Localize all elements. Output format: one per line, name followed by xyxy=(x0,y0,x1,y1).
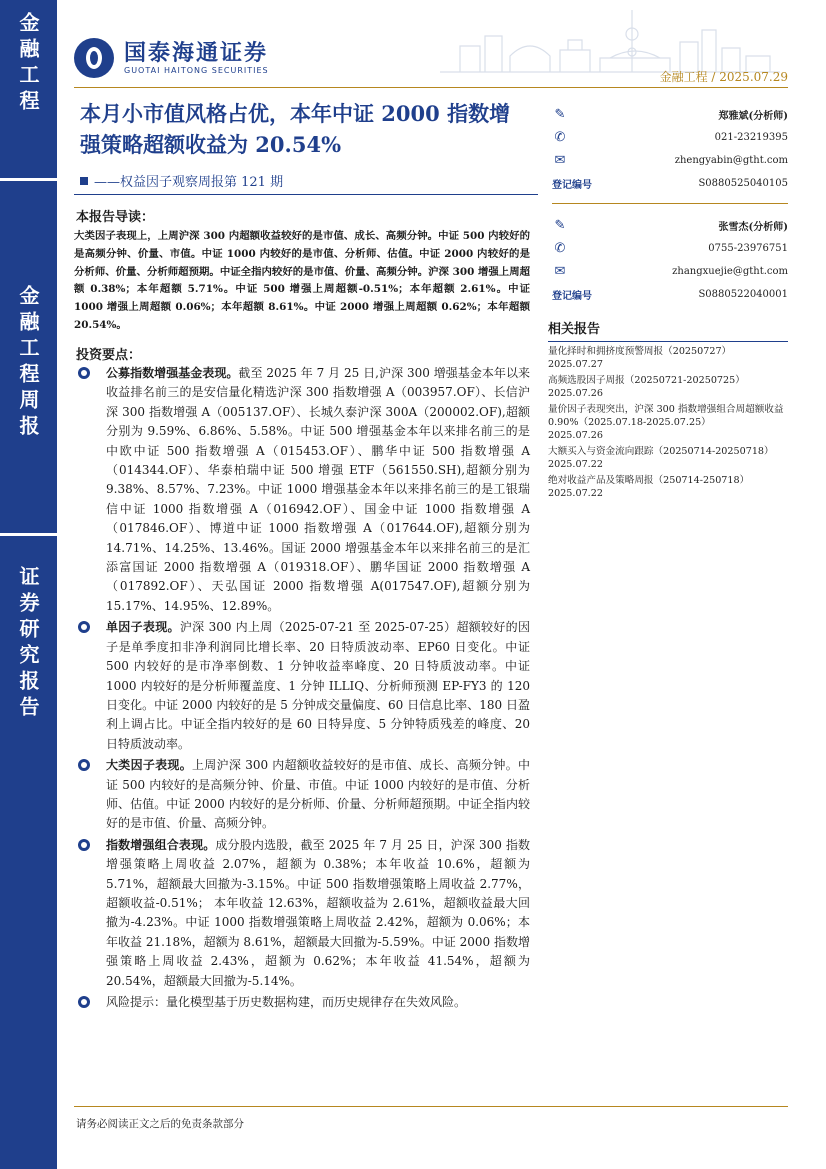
point-body: 上周沪深 300 内超额收益较好的是市值、成长、高频分钟。中证 500 内较好的是高频分钟、价量、市值。中证 1000 内较好的是市值、分析师、估值。中证 2000 内较好的是分析师、价量、分析师超预期。中证全指内较好的是市值、价量、高频分钟。 xyxy=(106,758,530,831)
email-icon: ✉ xyxy=(554,153,566,168)
registration-number: S0880522040001 xyxy=(698,289,788,300)
related-report-item[interactable] xyxy=(548,474,788,500)
point-lead: 指数增强组合表现。 xyxy=(106,837,216,852)
registration-label: 登记编号 xyxy=(552,291,592,302)
analyst-phone: 0755-23976751 xyxy=(708,243,788,254)
point-lead: 大类因子表现。 xyxy=(106,758,193,773)
related-report-item[interactable] xyxy=(548,403,788,442)
report-subtitle xyxy=(80,171,283,190)
point-body: 风险提示：量化模型基于历史数据构建，而历史规律存在失效风险。 xyxy=(106,995,467,1009)
related-report-item[interactable] xyxy=(548,345,788,371)
sidebar xyxy=(0,0,57,1169)
email-icon: ✉ xyxy=(554,264,566,279)
analyst-name: 张雪杰(分析师) xyxy=(718,222,788,233)
point-body: 截至 2025 年 7 月 25 日,沪深 300 增强基金本年以来收益排名前三的是安信量化精选沪深 300 指数增强 A（003957.OF）、长信沪深 300 指数增强 A（005137.OF）、长城久泰沪深 300A（200002.OF),超额分别为 9.59%、6.86%、5.58%。中证 500 增强基金本年以来排名前三的是中欧中证 500 指数增强 A（015453.OF）、鹏华中证 500 指数增强 A（014344.OF）、华泰柏瑞中证 500 增强 ETF（561550.SH),超额分别为 9.38%、8.57%、7.23%。中证 1000 增强基金本年以来排名前三的是工银瑞信中证 1000 指数增强 A（016942.OF）、国金中证 1000 指数增强 A（017846.OF）、博道中证 1000 指数增强 A（017644.OF),超额分别为 14.71%、14.25%、13.46%。国证 2000 增强基金本年以来排名前三的是汇添富国证 2000 指数增强 A（019318.OF）、鹏华国证 2000 指数增强 A（017892.OF）、天弘国证 2000 指数增强 A(017547.OF),超额分别为 15.17%、14.95%、12.89%。 xyxy=(106,366,530,613)
point-lead: 公募指数增强基金表现。 xyxy=(106,366,239,380)
brand-name-en: GUOTAI HAITONG SECURITIES xyxy=(124,65,269,75)
analyst-card xyxy=(552,214,788,306)
bullet-icon xyxy=(78,759,90,771)
invest-points xyxy=(78,364,530,1014)
brand-logo xyxy=(74,38,269,78)
report-title: 本月小市值风格占优，本年中证 2000 指数增强策略超额收益为 20.54% xyxy=(80,101,511,157)
related-report-date: 2025.07.22 xyxy=(548,459,603,470)
sidebar-block-label: 证券研究报告 xyxy=(16,566,40,722)
related-report-item[interactable] xyxy=(548,445,788,471)
pen-icon: ✎ xyxy=(554,218,566,233)
report-subtitle-text: ——权益因子观察周报第 121 期 xyxy=(94,175,284,190)
brand-name-cn: 国泰海通证券 xyxy=(124,40,269,66)
analyst-divider xyxy=(552,203,788,204)
report-category-date: 金融工程 / 2025.07.29 xyxy=(659,70,788,84)
related-report-title[interactable]: 大额买入与资金流向跟踪（20250714-20250718） xyxy=(548,446,774,457)
sidebar-block-series xyxy=(0,181,57,533)
registration-label: 登记编号 xyxy=(552,180,592,191)
header-divider xyxy=(74,87,788,88)
guide-heading: 本报告导读： xyxy=(76,210,155,225)
phone-icon: ✆ xyxy=(554,130,566,145)
sidebar-block-label: 金融工程周报 xyxy=(16,285,40,441)
invest-point xyxy=(78,364,530,616)
analyst-panel xyxy=(552,103,788,306)
footer-divider xyxy=(74,1106,788,1107)
related-report-title[interactable]: 高频选股因子周报（20250721-20250725） xyxy=(548,375,745,386)
analyst-phone: 021-23219395 xyxy=(714,132,788,143)
analyst-email[interactable]: zhengyabin@gtht.com xyxy=(674,155,788,166)
logo-icon xyxy=(74,38,114,78)
related-reports xyxy=(548,318,788,500)
invest-point xyxy=(78,836,530,991)
bullet-icon xyxy=(78,996,90,1008)
sidebar-block-category xyxy=(0,0,57,178)
related-report-date: 2025.07.22 xyxy=(548,488,603,499)
skyline-watermark-icon xyxy=(440,6,780,76)
bullet-icon xyxy=(78,839,90,851)
analyst-name: 郑雅斌(分析师) xyxy=(718,111,788,122)
related-reports-heading: 相关报告 xyxy=(548,318,788,342)
guide-text: 大类因子表现上，上周沪深 300 内超额收益较好的是市值、成长、高频分钟。中证 500 内较好的是高频分钟、价量、市值。中证 1000 内较好的是市值、分析师、估值。中证 2000 内较好的是分析师、价量、分析师超预期。中证全指内较好的是市值、价量、高频分钟。沪深 300 增强上周超额 0.38%；本年超额 5.71%。中证 500 增强上周超额-0.51%；本年超额 2.61%。中证 1000 增强上周超额 0.06%；本年超额 8.61%。中证 2000 增强上周超额 0.62%；本年超额 20.54%。 xyxy=(74,230,530,331)
registration-number: S0880525040105 xyxy=(698,178,788,189)
title-divider xyxy=(74,194,538,195)
bullet-icon xyxy=(78,621,90,633)
risk-warning xyxy=(78,993,530,1012)
square-bullet-icon xyxy=(80,177,88,185)
related-report-item[interactable] xyxy=(548,374,788,400)
analyst-card xyxy=(552,103,788,195)
bullet-icon xyxy=(78,367,90,379)
invest-point xyxy=(78,756,530,834)
related-report-title[interactable]: 绝对收益产品及策略周报（250714-250718） xyxy=(548,475,750,486)
analyst-email[interactable]: zhangxuejie@gtht.com xyxy=(672,266,788,277)
sidebar-block-label: 金融工程 xyxy=(16,12,40,116)
point-body: 成分股内选股，截至 2025 年 7 月 25 日，沪深 300 指数增强策略上周收益 2.07%，超额为 0.38%；本年收益 10.6%，超额为 5.71%，超额最大回撤为-3.15%。中证 500 指数增强策略上周收益 2.77%，超额收益-0.51%； 本年收益 12.63%，超额收益为 2.61%，超额收益最大回撤为-4.23%。中证 1000 指数增强策略上周收益 2.42%，超额为 0.06%；本年收益 21.18%，超额为 8.61%，超额最大回撤为-5.59%。中证 2000 指数增强策略上周收益 2.43%，超额为 0.62%；本年收益 41.54%，超额为 20.54%，超额最大回撤为-5.14%。 xyxy=(106,837,530,988)
disclaimer-note: 请务必阅读正文之后的免责条款部分 xyxy=(76,1118,244,1130)
point-body: 沪深 300 内上周（2025-07-21 至 2025-07-25）超额较好的因子是单季度扣非净利润同比增长率、20 日特质波动率、EP60 日变化。中证 500 内较好的是市净率倒数、1 分钟收益率峰度、20 日特质波动率。中证 1000 内较好的是分析师覆盖度、1 分钟 ILLIQ、分析师预测 EP-FY3 的 120 日变化。中证 2000 内较好的是 5 分钟成交量偏度、60 日信息比率、180 日盈利上调占比。中证全指内较好的是 60 日特异度、5 分钟特质残差的峰度、20 日特质波动率。 xyxy=(106,620,530,751)
related-report-title[interactable]: 量价因子表现突出，沪深 300 指数增强组合周超额收益 0.90%（2025.07.18-2025.07.25） xyxy=(548,404,784,428)
phone-icon: ✆ xyxy=(554,241,566,256)
related-report-title[interactable]: 量化择时和拥挤度预警周报（20250727） xyxy=(548,346,732,357)
invest-heading: 投资要点： xyxy=(76,348,142,363)
related-report-date: 2025.07.26 xyxy=(548,388,603,399)
sidebar-block-type xyxy=(0,536,57,1169)
pen-icon: ✎ xyxy=(554,107,566,122)
related-report-date: 2025.07.26 xyxy=(548,430,603,441)
invest-point xyxy=(78,618,530,754)
point-lead: 单因子表现。 xyxy=(106,620,180,635)
related-report-date: 2025.07.27 xyxy=(548,359,603,370)
